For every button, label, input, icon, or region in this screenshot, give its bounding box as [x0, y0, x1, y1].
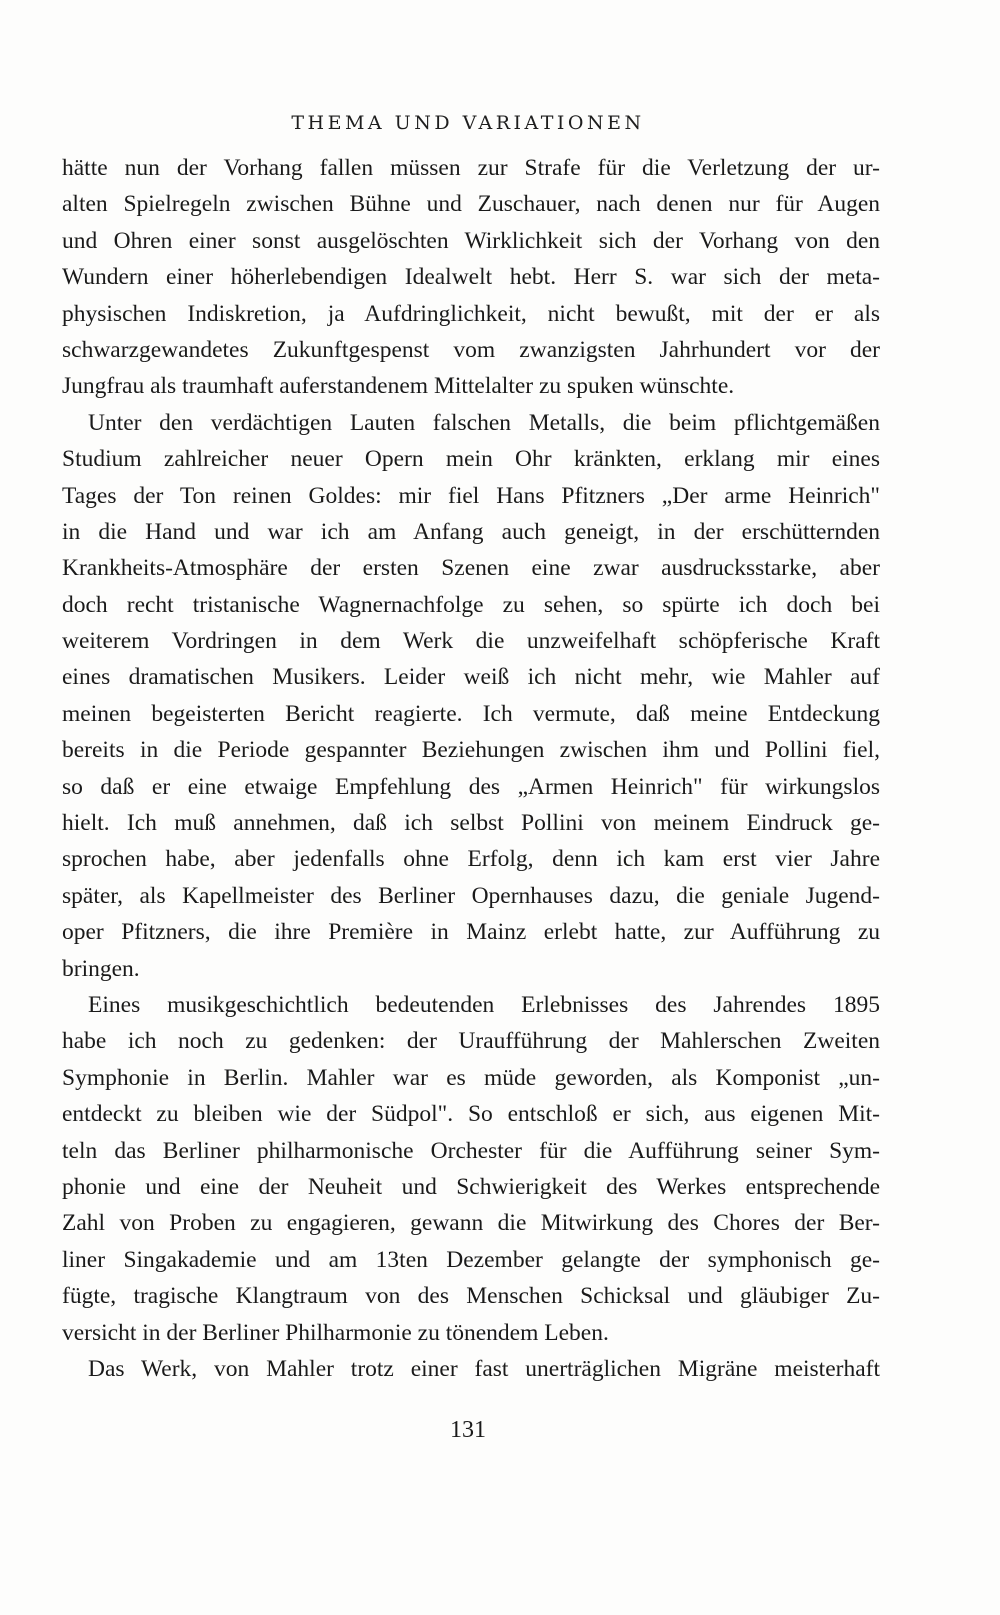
- text-line: bereits in die Periode gespannter Beziehungen zwischen ihm und Pollini fiel,: [62, 737, 880, 764]
- page-number: 131: [450, 1417, 486, 1443]
- body-text: [62, 150, 880, 1387]
- text-line: Symphonie in Berlin. Mahler war es müde geworden, als Komponist „un-: [62, 1064, 880, 1091]
- text-line: phonie und eine der Neuheit und Schwierigkeit des Werkes entsprechende: [62, 1173, 880, 1200]
- text-line: meinen begeisterten Bericht reagierte. Ich vermute, daß meine Entdeckung: [62, 700, 880, 727]
- text-line: physischen Indiskretion, ja Aufdringlichkeit, nicht bewußt, mit der er als: [62, 300, 880, 327]
- text-line: weiterem Vordringen in dem Werk die unzweifelhaft schöpferische Kraft: [62, 628, 880, 655]
- text-line: doch recht tristanische Wagnernachfolge zu sehen, so spürte ich doch bei: [62, 591, 880, 618]
- text-line: habe ich noch zu gedenken: der Uraufführung der Mahlerschen Zweiten: [62, 1028, 880, 1055]
- text-line: sprochen habe, aber jedenfalls ohne Erfolg, denn ich kam erst vier Jahre: [62, 846, 880, 873]
- text-line: Unter den verdächtigen Lauten falschen Metalls, die beim pflichtgemäßen: [88, 409, 880, 436]
- text-line: Tages der Ton reinen Goldes: mir fiel Hans Pfitzners „Der arme Heinrich": [62, 482, 880, 509]
- text-line: Das Werk, von Mahler trotz einer fast unerträglichen Migräne meisterhaft: [88, 1355, 880, 1382]
- text-line: eines dramatischen Musikers. Leider weiß ich nicht mehr, wie Mahler auf: [62, 664, 880, 691]
- text-line: in die Hand und war ich am Anfang auch geneigt, in der erschütternden: [62, 518, 880, 545]
- text-line: hielt. Ich muß annehmen, daß ich selbst Pollini von meinem Eindruck ge-: [62, 810, 880, 837]
- text-line: Studium zahlreicher neuer Opern mein Ohr kränkten, erklang mir eines: [62, 446, 880, 473]
- text-line: schwarzgewandetes Zukunftgespenst vom zwanzigsten Jahrhundert vor der: [62, 336, 880, 363]
- text-line: entdeckt zu bleiben wie der Südpol". So entschloß er sich, aus eigenen Mit-: [62, 1101, 880, 1128]
- text-line: Wundern einer höherlebendigen Idealwelt hebt. Herr S. war sich der meta-: [62, 264, 880, 291]
- text-line: Krankheits-Atmosphäre der ersten Szenen eine zwar ausdrucksstarke, aber: [62, 555, 880, 582]
- text-line: Zahl von Proben zu engagieren, gewann die Mitwirkung des Chores der Ber-: [62, 1210, 880, 1237]
- text-line: teln das Berliner philharmonische Orchester für die Aufführung seiner Sym-: [62, 1137, 880, 1164]
- running-head: THEMA UND VARIATIONEN: [291, 112, 645, 134]
- text-line: liner Singakademie und am 13ten Dezember gelangte der symphonisch ge-: [62, 1246, 880, 1273]
- text-line: hätte nun der Vorhang fallen müssen zur Strafe für die Verletzung der ur-: [62, 155, 880, 181]
- text-line: fügte, tragische Klangtraum von des Menschen Schicksal und gläubiger Zu-: [62, 1283, 880, 1310]
- text-line: bringen.: [62, 955, 140, 982]
- text-line: alten Spielregeln zwischen Bühne und Zuschauer, nach denen nur für Augen: [62, 191, 880, 218]
- text-line: Jungfrau als traumhaft auferstandenem Mittelalter zu spuken wünschte.: [62, 373, 735, 400]
- text-line: Eines musikgeschichtlich bedeutenden Erlebnisses des Jahrendes 1895: [88, 991, 880, 1018]
- text-line: und Ohren einer sonst ausgelöschten Wirklichkeit sich der Vorhang von den: [62, 227, 880, 254]
- text-line: oper Pfitzners, die ihre Première in Mainz erlebt hatte, zur Aufführung zu: [62, 919, 880, 946]
- text-line: später, als Kapellmeister des Berliner Opernhauses dazu, die geniale Jugend-: [62, 882, 880, 909]
- text-line: versicht in der Berliner Philharmonie zu tönendem Leben.: [62, 1319, 609, 1346]
- text-line: so daß er eine etwaige Empfehlung des „Armen Heinrich" für wirkungslos: [62, 773, 880, 800]
